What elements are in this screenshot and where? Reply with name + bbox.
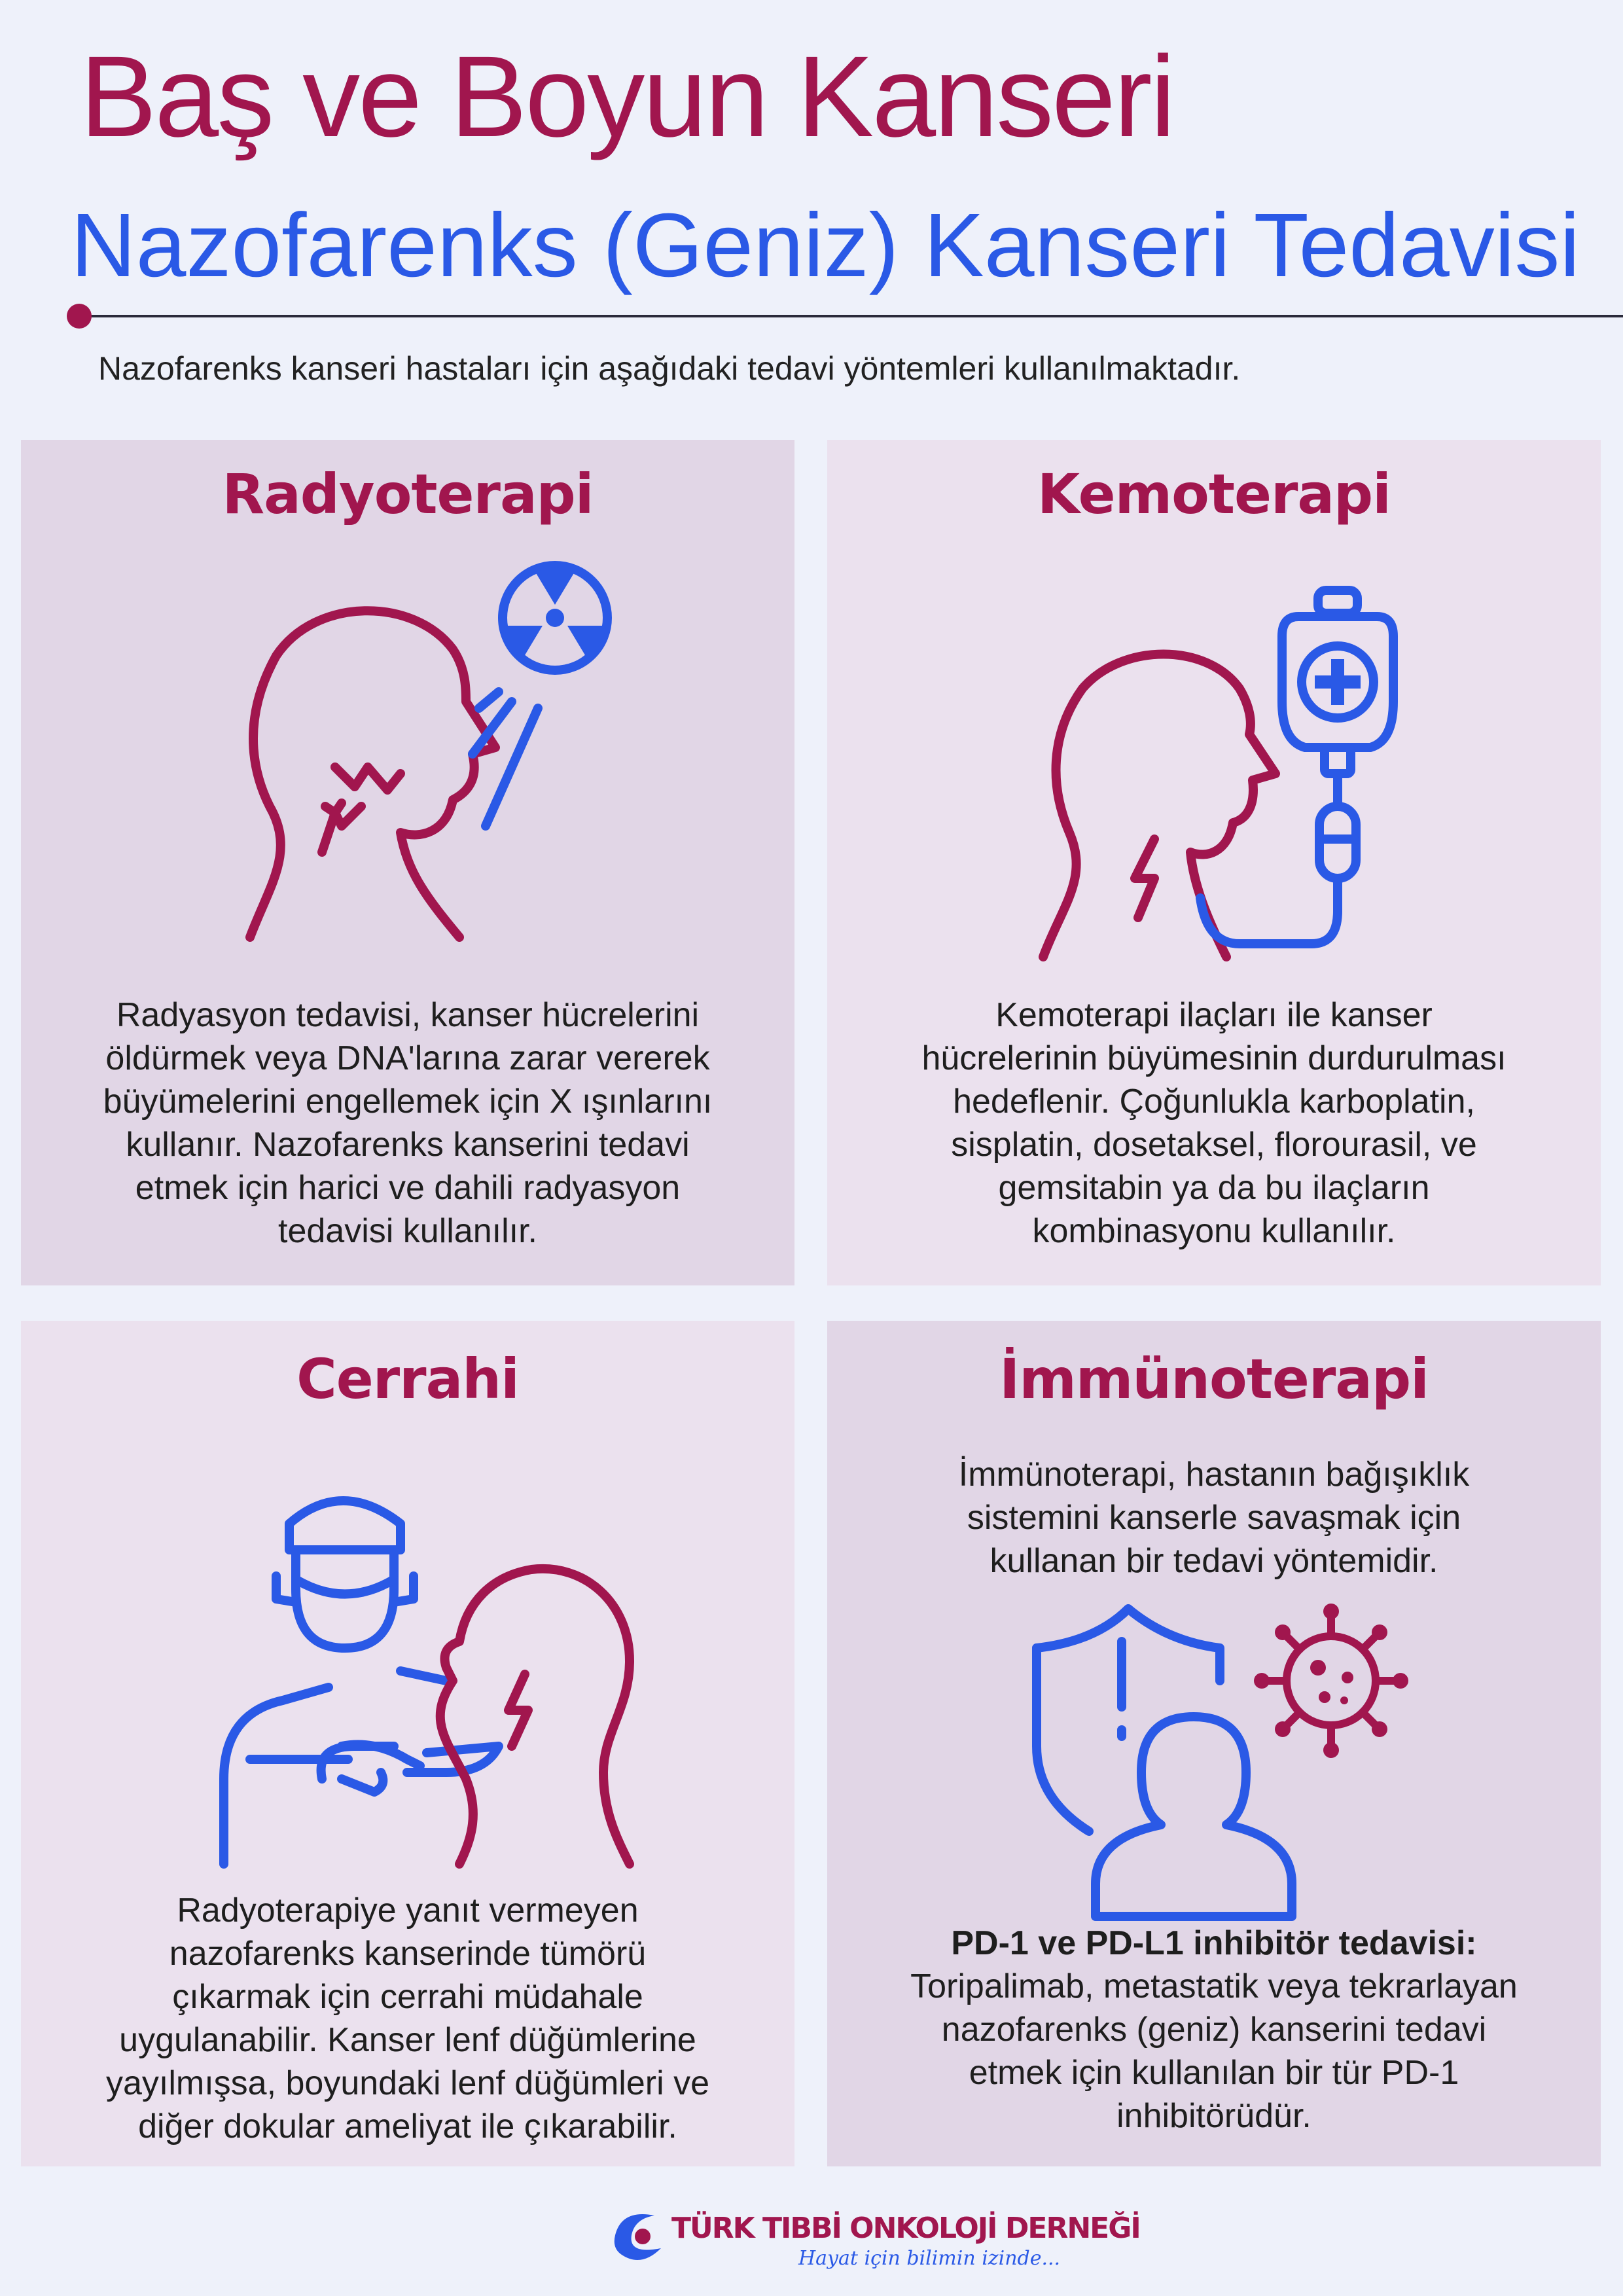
card-kemoterapi [827,440,1601,1285]
head-radiation-icon [204,558,662,950]
card-title-kemoterapi: Kemoterapi [1037,462,1391,526]
divider-dot [67,304,92,329]
logo-name: TÜRK TIBBİ ONKOLOJİ DERNEĞİ [671,2212,1140,2245]
footer-logo [609,2202,1140,2274]
card-title-radyoterapi: Radyoterapi [222,462,594,526]
head-iv-bag-icon [1024,590,1449,957]
surgeon-scalpel-icon [211,1471,669,1864]
card-title-immunoterapi: İmmünoterapi [999,1347,1429,1411]
pd1-subheading: PD-1 ve PD-L1 inhibitör tedavisi: [951,1924,1477,1962]
shield-virus-person-icon [1030,1602,1436,1923]
title-divider [79,315,1623,317]
card-title-cerrahi: Cerrahi [296,1347,519,1411]
card-radyoterapi [21,440,794,1285]
intro-text: Nazofarenks kanseri hastaları için aşağıdaki tedavi yöntemleri kullanılmaktadır. [98,350,1241,387]
card-immunoterapi [827,1321,1601,2166]
card-text-radyoterapi: Radyasyon tedavisi, kanser hücrelerini öldürmek veya DNA'larına zarar vererek büyümelerini engellemek için X ışınlarını kullanır. Nazofarenks kanserini tedavi etmek için harici ve dahili radyasyon tedavisi kullanılır. [103,996,713,1250]
page-subtitle: Nazofarenks (Geniz) Kanseri Tedavisi [71,195,1580,296]
logo-swoosh-icon [609,2202,674,2268]
card-text-immunoterapi-intro: İmmünoterapi, hastanın bağışıklık sistemini kanserle savaşmak için kullanan bir tedavi yöntemidir. [958,1456,1470,1580]
page-title: Baş ve Boyun Kanseri [80,33,1174,161]
card-text-cerrahi: Radyoterapiye yanıt vermeyen nazofarenks kanserinde tümörü çıkarmak için cerrahi müdahale uygulanabilir. Kanser lenf düğümlerine yayılmışsa, boyundaki lenf düğümleri ve diğer dokular ameliyat ile çıkarabilir. [105,1892,709,2145]
card-text-immunoterapi-detail: PD-1 ve PD-L1 inhibitör tedavisi: Toripalimab, metastatik veya tekrarlayan nazofarenks (geniz) kanserini tedavi etmek için kullanılan bir tür PD-1 inhibitörüdür. [827,1922,1601,2138]
card-text-kemoterapi: Kemoterapi ilaçları ile kanser hücrelerinin büyümesinin durdurulması hedeflenir. Çoğunlukla karboplatin, sisplatin, dosetaksel, florourasil, ve gemsitabin ya da bu ilaçların kombinasyonu kullanılır. [921,996,1507,1250]
logo-tagline: Hayat için bilimin izinde... [798,2247,1061,2270]
card-cerrahi [21,1321,794,2166]
